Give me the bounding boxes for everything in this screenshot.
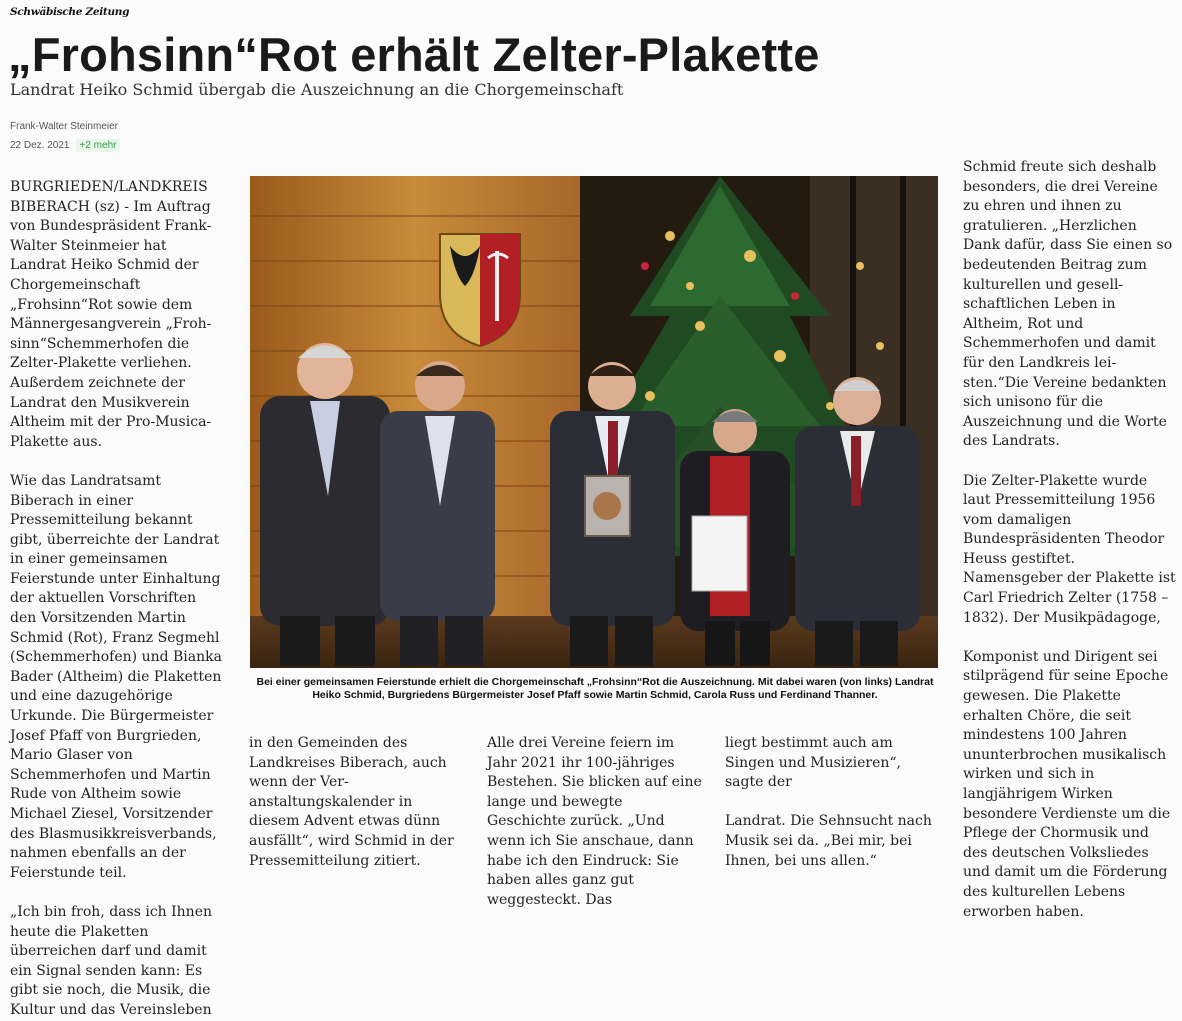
paragraph: Landrat. Die Sehnsucht nach Musik sei da. „Bei mir, bei Ihnen, bei uns allen.“ bbox=[725, 813, 932, 869]
article-meta bbox=[10, 139, 120, 152]
text-column-2 bbox=[249, 734, 464, 871]
article-headline: „Frohsinn“Rot erhält Zelter-Plakette bbox=[8, 28, 820, 81]
paragraph: Schmid freute sich deshalb besonders, die drei Vereine zu ehren und ihnen zu gratulieren. „Herzlichen Dank dafür, dass Sie einen so bedeutenden Beitrag zum kulturellen und gesellschaftlichen Leben in Altheim, Rot und Schemmerhofen und damit für den Landkreis leisten.“Die Vereine bedankten sich unisono für die Auszeichnung und die Worte des Landrats. bbox=[963, 159, 1173, 450]
text-column-3 bbox=[487, 734, 702, 910]
article-subheadline: Landrat Heiko Schmid übergab die Auszeichnung an die Chorgemeinschaft bbox=[10, 80, 624, 99]
paragraph: Alle drei Vereine feiern im Jahr 2021 ihr 100-jähriges Bestehen. Sie blicken auf eine lange und bewegte Geschichte zurück. „Und wenn ich Sie anschaue, dann habe ich den Eindruck: Sie haben alles ganz gut weggesteckt. Das bbox=[487, 735, 702, 908]
paragraph: Wie das Landratsamt Biberach in einer Pressemitteilung bekannt gibt, überreichte der Landrat in einer gemeinsamen Feierstunde unter Einhaltung der aktuellen Vorschriften den Vorsitzenden Martin Schmid (Rot), Franz Segmehl (Schemmerhofen) und Bianka Bader (Altheim) die Plaketten und eine dazugehörige Urkunde. Die Bürgermeister Josef Pfaff von Burgrieden, Mario Glaser von Schemmerhofen und Martin Rude von Altheim sowie Michael Ziesel, Vorsitzender des Blasmusikkreisverbands, nahmen ebenfalls an der Feierstunde teil. bbox=[10, 472, 222, 881]
article-author[interactable]: Frank-Walter Steinmeier bbox=[10, 121, 118, 132]
text-column-1 bbox=[10, 178, 225, 1021]
photo-illustration bbox=[250, 176, 938, 668]
text-column-4 bbox=[725, 734, 940, 871]
paragraph: in den Gemeinden des Landkreises Biberach, auch wenn der Veranstaltungskalender in diesem Advent etwas dünn ausfällt“, wird Schmid in der Pressemitteilung zitiert. bbox=[249, 735, 454, 869]
paragraph: Komponist und Dirigent sei stilprägend für seine Epoche gewesen. Die Plakette erhalten Chöre, die seit mindestens 100 Jahren ununterbrochen musikalisch wirken und sich in langjährigem Wirken besondere Verdienste um die Pflege der Chormusik und des deutschen Volksliedes und damit um die Förderung des kulturellen Lebens erworben haben. bbox=[963, 648, 1171, 920]
paragraph: „Ich bin froh, dass ich Ihnen heute die Plaketten überreichen darf und damit ein Signal senden kann: Es gibt sie noch, die Musik, die Kultur und das Vereinsleben bbox=[10, 903, 212, 1018]
paragraph: BURGRIEDEN/LANDKREIS BIBERACH (sz) - Im Auftrag von Bundespräsident Frank-Walter Steinmeier hat Landrat Heiko Schmid der Chorgemeinschaft „Frohsinn“Rot sowie dem Männergesangverein „Frohsinn“Schemmerhofen die Zelter-Plakette verliehen. Außerdem zeichnete der Landrat den Musikverein Altheim mit der Pro-Musica-Plakette aus. bbox=[10, 179, 212, 450]
more-authors-badge[interactable]: +2 mehr bbox=[76, 139, 121, 152]
masthead-logo: Schwäbische Zeitung bbox=[10, 6, 130, 18]
article-photo[interactable] bbox=[250, 176, 938, 668]
paragraph: liegt bestimmt auch am Singen und Musizieren“, sagte der bbox=[725, 735, 901, 791]
photo-caption: Bei einer gemeinsamen Feierstunde erhielt die Chorgemeinschaft „Frohsinn“Rot die Auszeichnung. Mit dabei waren (von links) Landrat Heiko Schmid, Burgriedens Bürgermeister Josef Pfaff sowie Martin Schmid, Carola Russ und Ferdinand Thanner. bbox=[256, 676, 934, 701]
paragraph: Die Zelter-Plakette wurde laut Pressemitteilung 1956 vom damaligen Bundespräsidenten Theodor Heuss gestiftet. Namensgeber der Plakette ist Carl Friedrich Zelter (1758 – 1832). Der Musikpädagoge, bbox=[963, 472, 1176, 626]
text-column-5 bbox=[963, 158, 1177, 922]
coat-of-arms-icon bbox=[440, 234, 520, 346]
article-date: 22 Dez. 2021 bbox=[10, 140, 70, 151]
